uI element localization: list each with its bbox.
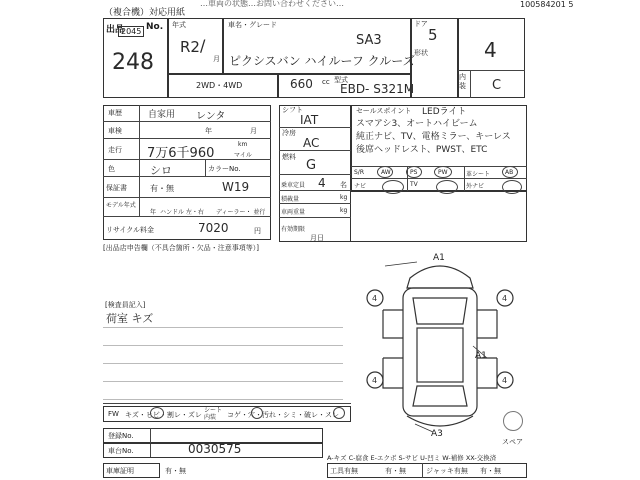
- circle-fw-hibi: [150, 407, 164, 419]
- circle-pw: [434, 166, 452, 178]
- circle-aw: [377, 166, 393, 178]
- header-top-line: （複合機）対応用紙: [104, 8, 186, 18]
- inspection-month: 月: [250, 127, 257, 135]
- fuel-label: 燃料: [282, 153, 296, 161]
- warranty-value: 有・無: [150, 184, 174, 193]
- inspection-label: 車検: [108, 127, 122, 135]
- tool-value: 有・無: [385, 467, 406, 475]
- damage-legend: A-キズ C-腐食 E-エクボ S-サビ U-凹ミ W-補修 XX-交換済: [327, 454, 497, 462]
- chassis-label: 車台No.: [108, 447, 134, 455]
- model-grade-code: SA3: [356, 33, 382, 48]
- load-label: 積載量: [281, 196, 300, 203]
- jack-value: 有・無: [480, 467, 501, 475]
- fw-label: FW: [108, 410, 119, 418]
- mileage-value: 7万6千960: [147, 146, 215, 161]
- jack-label: ジャッキ有無: [426, 467, 468, 475]
- cert-label: 車庫証明: [106, 467, 134, 475]
- circle-ab: [502, 166, 518, 178]
- handle-year-label: 年: [150, 209, 157, 216]
- type-value: EBD- S321M: [340, 82, 415, 96]
- header-top-code: 100584201 5: [520, 0, 574, 9]
- capacity-unit: 名: [340, 181, 347, 189]
- ac-value: AC: [303, 136, 320, 150]
- cert-options: 有・無: [165, 467, 186, 475]
- selling-line-4: 後席ヘッドレスト、PWST、ETC: [356, 145, 488, 155]
- lot-number: 248: [112, 50, 154, 75]
- year-value: R2: [180, 38, 200, 56]
- seat-label: シート内装: [204, 407, 223, 421]
- expiry-right-cell: [351, 191, 527, 242]
- shift-value: IAT: [300, 113, 319, 127]
- model-year-label: モデル年式: [106, 202, 136, 209]
- opt-tv: TV: [410, 181, 418, 188]
- opt-aw: AW: [381, 169, 391, 176]
- interior-label: 内装: [459, 73, 466, 90]
- color-no-label: カラーNo.: [208, 165, 241, 173]
- inspector-note: 荷室 キズ: [106, 312, 154, 325]
- opt-navi: ナビ: [354, 183, 367, 190]
- dmg-a1-side: A1: [475, 351, 487, 361]
- warranty-label: 保証書: [106, 184, 127, 192]
- inspection-year: 年: [205, 127, 212, 135]
- circle-ext-navi: [502, 180, 522, 194]
- tire-mark-rr: 4: [502, 376, 508, 385]
- capacity-value: 4: [318, 176, 326, 190]
- lot-out-label: 出品: [106, 25, 125, 35]
- fw-options: キズ・ヒビ・割レ・ズレ: [125, 411, 202, 419]
- ac-label: 冷房: [282, 129, 296, 137]
- model-name: ピクシスバン ハイルーフ クルーズ: [229, 54, 415, 68]
- year-label: 年式: [172, 21, 186, 29]
- opt-pw: PW: [438, 169, 448, 176]
- circle-tv: [436, 180, 458, 194]
- shape-label: 形状: [414, 49, 428, 57]
- color-value: シロ: [150, 164, 172, 177]
- opt-sr: S/R: [354, 169, 364, 176]
- tire-mark-fl: 4: [372, 294, 378, 303]
- circle-seat-sure: [333, 407, 345, 419]
- expiry-label: 有効期限: [281, 226, 306, 233]
- opt-ext-navi: 外ナビ: [466, 183, 485, 190]
- mileage-label: 走行: [108, 146, 122, 154]
- chassis-value: 0030575: [188, 442, 242, 456]
- displacement-unit: cc: [322, 78, 330, 86]
- circle-seat-ana: [251, 407, 263, 419]
- tire-mark-rl: 4: [372, 376, 378, 385]
- dmg-a1-front: A1: [433, 253, 445, 263]
- shift-label: シフト: [282, 106, 303, 114]
- tire-mark-fr: 4: [502, 294, 508, 303]
- lot-code: 2045: [118, 26, 144, 37]
- color-label: 色: [108, 165, 115, 173]
- inspector-label: [検査員記入]: [105, 301, 146, 309]
- recycle-label: リサイクル料金: [106, 226, 155, 234]
- selling-label: セールスポイント: [356, 107, 412, 115]
- selling-line-3: 純正ナビ、TV、電格ミラー、キーレス: [356, 132, 511, 142]
- selling-line-1: LEDライト: [422, 107, 467, 117]
- score-value: 4: [484, 38, 497, 62]
- weight-label: 車両重量: [281, 209, 306, 216]
- door-value: 5: [428, 26, 438, 44]
- capacity-label: 乗車定員: [281, 182, 306, 189]
- mile-label: マイル: [234, 152, 252, 159]
- recycle-value: 7020: [198, 221, 229, 235]
- opt-ab: AB: [505, 169, 514, 176]
- reg-label: 登録No.: [108, 432, 134, 440]
- spare-label: スペア: [502, 438, 523, 446]
- km-label: km: [238, 141, 248, 148]
- opt-leather: 革シート: [466, 171, 491, 178]
- interior-value: C: [492, 78, 502, 93]
- selling-line-2: スマアシ3、オートハイビーム: [356, 119, 478, 129]
- weight-unit: kg: [340, 207, 348, 214]
- year-slash: /: [200, 36, 206, 55]
- recycle-unit: 円: [254, 227, 261, 235]
- dmg-a3-rear: A3: [431, 429, 443, 439]
- lot-no-label: No.: [146, 22, 164, 32]
- history-value: レンタ: [196, 111, 226, 122]
- year-unit: 月: [213, 55, 220, 63]
- type-label: 型式: [334, 76, 348, 84]
- circle-ps: [406, 166, 422, 178]
- displacement-value: 660: [290, 77, 313, 91]
- expiry-unit: 月日: [310, 234, 324, 242]
- history-label: 車歴: [108, 109, 122, 117]
- handle-value: ハンドル 左・右: [160, 209, 204, 216]
- seat-options: コゲ・穴・汚れ・シミ・破レ・スレ: [227, 411, 339, 419]
- history-prefix: 自家用: [148, 110, 176, 120]
- reg-row: [103, 428, 323, 443]
- fuel-value: G: [306, 158, 317, 173]
- model-label: 車名・グレード: [228, 21, 277, 29]
- tool-label: 工具有無: [330, 467, 358, 475]
- opt-ps: PS: [410, 169, 418, 176]
- dealer-label: ディーラー・ 並行: [216, 209, 266, 216]
- door-label: ドア: [414, 20, 428, 28]
- defects-label: [出品店申告欄（不具合箇所・欠品・注意事項等）]: [103, 244, 259, 252]
- load-unit: kg: [340, 194, 348, 201]
- header-top-note: …車両の状態…お問い合わせください…: [200, 0, 344, 8]
- color-code: W19: [222, 180, 250, 194]
- car-diagram: [355, 248, 525, 440]
- drive-value: 2WD・4WD: [196, 81, 243, 90]
- circle-navi: [382, 180, 404, 194]
